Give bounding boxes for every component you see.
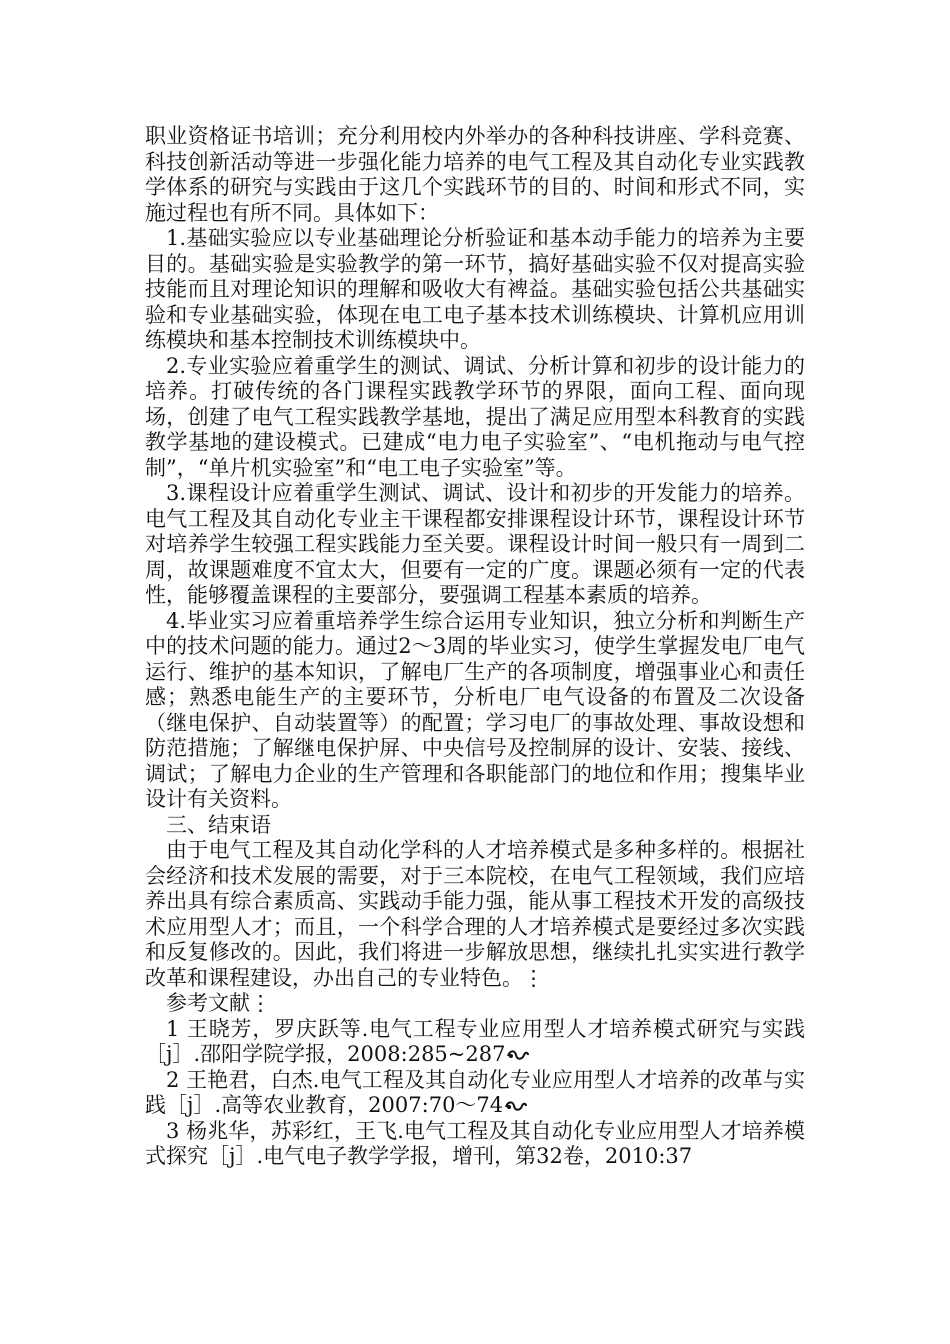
document-body (145, 124, 805, 1170)
item-basic-experiment: 1.基础实验应以专业基础理论分析验证和基本动手能力的培养为主要目的。基础实验是实验教学的第一环节，搞好基础实验不仅对提高实验技能而且对理论知识的理解和吸收大有裨益。基础实验包括公共基础实验和专业基础实验，体现在电工电子基本技术训练模块、计算机应用训练模块和基本控制技术训练模块中。 (145, 226, 805, 352)
reference-item: 3 杨兆华，苏彩红，王飞.电气工程及其自动化专业应用型人才培养模式探究［j］.电气电子教学学报，增刊，第32卷，2010:37 (145, 1118, 805, 1168)
reference-text: 1 王晓芳，罗庆跃等.电气工程专业应用型人才培养模式研究与实践［j］.邵阳学院学报，2008:285~287 (145, 1016, 805, 1066)
link-mark-icon (504, 1099, 528, 1113)
item-graduation-internship: 4.毕业实习应着重培养学生综合运用专业知识，独立分析和判断生产中的技术问题的能力。通过2～3周的毕业实习，使学生掌握发电厂电气运行、维护的基本知识，了解电厂生产的各项制度，增强事业心和责任感；熟悉电能生产的主要环节，分析电厂电气设备的布置及二次设备（继电保护、自动装置等）的配置；学习电厂的事故处理、事故设想和防范措施；了解继电保护屏、中央信号及控制屏的设计、安装、接线、调试；了解电力企业的生产管理和各职能部门的地位和作用；搜集毕业设计有关资料。 (145, 608, 805, 811)
reference-item (145, 1068, 805, 1119)
intro-paragraph: 职业资格证书培训；充分利用校内外举办的各种科技讲座、学科竞赛、科技创新活动等进一步强化能力培养的电气工程及其自动化专业实践教学体系的研究与实践由于这几个实践环节的目的、时间和形式不同，实施过程也有所不同。具体如下： (145, 124, 805, 225)
references-heading: 参考文献⋮ (166, 991, 271, 1015)
reference-item (145, 1017, 805, 1068)
item-course-design: 3.课程设计应着重学生测试、调试、设计和初步的开发能力的培养。电气工程及其自动化专业主干课程都安排课程设计环节，课程设计环节对培养学生较强工程实践能力至关要。课程设计时间一般只有一周到二周，故课题难度不宜太大，但要有一定的广度。课题必须有一定的代表性，能够覆盖课程的主要部分，要强调工程基本素质的培养。 (145, 481, 805, 607)
conclusion-paragraph: 由于电气工程及其自动化学科的人才培养模式是多种多样的。根据社会经济和技术发展的需要，对于三本院校，在电气工程领域，我们应培养出具有综合素质高、实践动手能力强，能从事工程技术开发的高级技术应用型人才；而且，一个科学合理的人才培养模式是要经过多次实践和反复修改的。因此，我们将进一步解放思想，继续扎扎实实进行教学改革和课程建设，办出自己的专业特色。⋮ (145, 838, 805, 990)
item-professional-experiment: 2.专业实验应着重学生的测试、调试、分析计算和初步的设计能力的培养。打破传统的各门课程实践教学环节的界限，面向工程、面向现场，创建了电气工程实践教学基地，提出了满足应用型本科教育的实践教学基地的建设模式。已建成“电力电子实验室”、“电机拖动与电气控制”，“单片机实验室”和“电工电子实验室”等。 (145, 353, 805, 480)
section-heading-conclusion: 三、结束语 (166, 812, 271, 837)
reference-text: 2 王艳君，白杰.电气工程及其自动化专业应用型人才培养的改革与实践［j］.高等农业教育，2007:70～74 (145, 1067, 805, 1117)
link-mark-icon (506, 1048, 530, 1062)
